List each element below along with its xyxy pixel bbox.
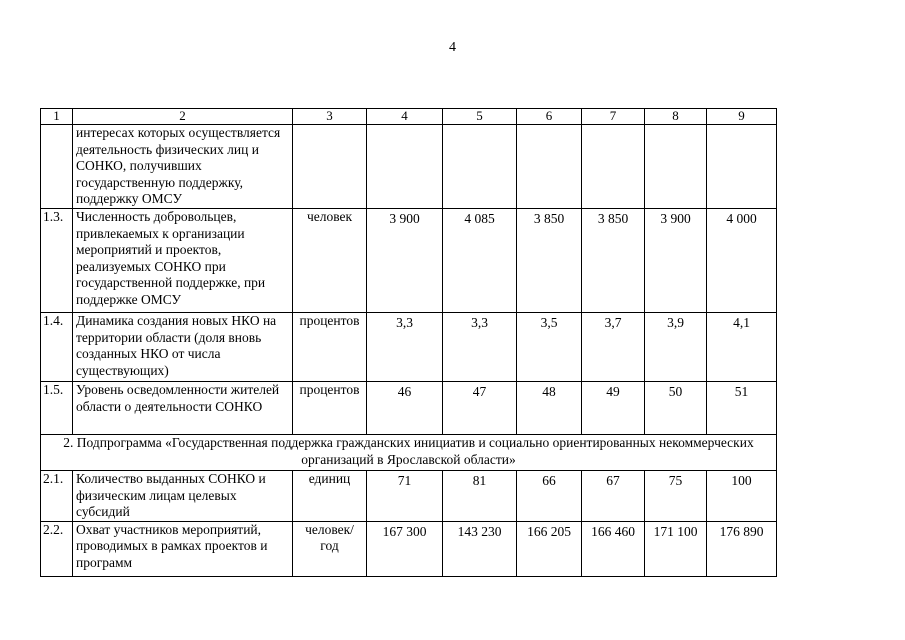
value-cell: 3,5 xyxy=(517,313,582,382)
indicator-name: Уровень осведомленности жителей области о деятельности СОНКО xyxy=(73,382,293,435)
section-title: 2. Подпрограмма «Государственная поддержка гражданских инициатив и социально ориентированных некоммерческих организаций в Ярославской области» xyxy=(41,435,777,471)
unit-cell: процентов xyxy=(293,382,367,435)
value-cell: 143 230 xyxy=(443,521,517,576)
header-cell: 9 xyxy=(707,109,777,125)
value-cell: 67 xyxy=(582,471,645,522)
value-cell: 75 xyxy=(645,471,707,522)
indicator-name: интересах которых осуществляется деятельность физических лиц и СОНКО, получивших государственную поддержку, поддержку ОМСУ xyxy=(73,125,293,209)
indicator-name: Динамика создания новых НКО на территории области (доля вновь созданных НКО от числа существующих) xyxy=(73,313,293,382)
unit-cell: единиц xyxy=(293,471,367,522)
header-cell: 7 xyxy=(582,109,645,125)
value-cell: 51 xyxy=(707,382,777,435)
row-number: 1.3. xyxy=(41,209,73,313)
header-cell: 2 xyxy=(73,109,293,125)
value-cell: 171 100 xyxy=(645,521,707,576)
value-cell: 49 xyxy=(582,382,645,435)
indicators-table xyxy=(40,108,777,577)
value-cell xyxy=(707,125,777,209)
value-cell: 167 300 xyxy=(367,521,443,576)
value-cell: 48 xyxy=(517,382,582,435)
value-cell: 81 xyxy=(443,471,517,522)
value-cell: 71 xyxy=(367,471,443,522)
header-cell: 6 xyxy=(517,109,582,125)
table-row xyxy=(41,471,777,522)
unit-cell: процентов xyxy=(293,313,367,382)
value-cell xyxy=(443,125,517,209)
value-cell: 176 890 xyxy=(707,521,777,576)
page-number: 4 xyxy=(449,40,456,55)
header-cell: 4 xyxy=(367,109,443,125)
section-row xyxy=(41,435,777,471)
value-cell: 3 850 xyxy=(582,209,645,313)
value-cell: 3 850 xyxy=(517,209,582,313)
value-cell: 47 xyxy=(443,382,517,435)
unit-cell: человек/ год xyxy=(293,521,367,576)
value-cell: 3 900 xyxy=(367,209,443,313)
table-row xyxy=(41,125,777,209)
value-cell xyxy=(367,125,443,209)
row-number xyxy=(41,125,73,209)
value-cell xyxy=(645,125,707,209)
value-cell: 46 xyxy=(367,382,443,435)
header-cell: 3 xyxy=(293,109,367,125)
value-cell: 3,3 xyxy=(443,313,517,382)
value-cell: 166 205 xyxy=(517,521,582,576)
unit-cell xyxy=(293,125,367,209)
value-cell xyxy=(582,125,645,209)
table-row xyxy=(41,382,777,435)
table-row xyxy=(41,313,777,382)
indicator-name: Количество выданных СОНКО и физическим лицам целевых субсидий xyxy=(73,471,293,522)
row-number: 1.4. xyxy=(41,313,73,382)
indicator-name: Численность добровольцев, привлекаемых к организации мероприятий и проектов, реализуемых СОНКО при государственной поддержке, при поддержке ОМСУ xyxy=(73,209,293,313)
value-cell: 3,3 xyxy=(367,313,443,382)
value-cell: 4,1 xyxy=(707,313,777,382)
table-row xyxy=(41,521,777,576)
header-cell: 1 xyxy=(41,109,73,125)
value-cell: 50 xyxy=(645,382,707,435)
value-cell: 3 900 xyxy=(645,209,707,313)
header-cell: 8 xyxy=(645,109,707,125)
value-cell: 100 xyxy=(707,471,777,522)
value-cell: 3,7 xyxy=(582,313,645,382)
header-row xyxy=(41,109,777,125)
row-number: 2.1. xyxy=(41,471,73,522)
table-row xyxy=(41,209,777,313)
value-cell: 4 085 xyxy=(443,209,517,313)
value-cell: 166 460 xyxy=(582,521,645,576)
value-cell: 66 xyxy=(517,471,582,522)
unit-cell: человек xyxy=(293,209,367,313)
indicator-name: Охват участников мероприятий, проводимых в рамках проектов и программ xyxy=(73,521,293,576)
value-cell: 3,9 xyxy=(645,313,707,382)
header-cell: 5 xyxy=(443,109,517,125)
row-number: 1.5. xyxy=(41,382,73,435)
value-cell xyxy=(517,125,582,209)
value-cell: 4 000 xyxy=(707,209,777,313)
row-number: 2.2. xyxy=(41,521,73,576)
